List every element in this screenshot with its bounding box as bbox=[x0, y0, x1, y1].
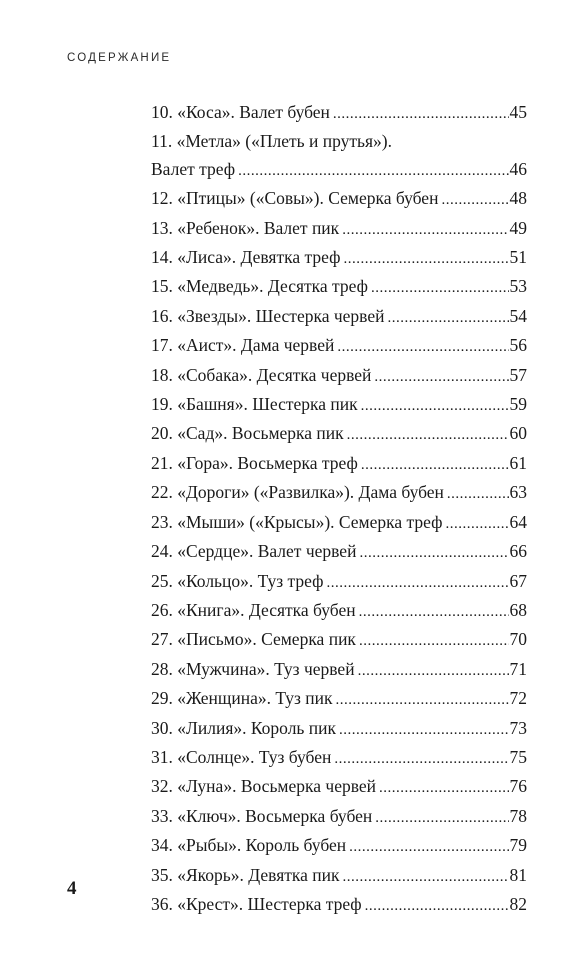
toc-entry-page: 78 bbox=[509, 805, 527, 826]
toc-leader-dots bbox=[375, 805, 508, 832]
toc-leader-dots bbox=[365, 893, 509, 920]
toc-entry[interactable] bbox=[151, 832, 527, 861]
toc-entry-title: 29. «Женщина». Туз пик bbox=[151, 688, 333, 709]
running-head: СОДЕРЖАНИЕ bbox=[67, 52, 172, 64]
toc-entry[interactable] bbox=[151, 685, 527, 714]
toc-entry-page: 59 bbox=[509, 394, 527, 415]
toc-leader-dots bbox=[349, 834, 508, 861]
toc-leader-dots bbox=[343, 246, 508, 273]
toc-entry-page: 45 bbox=[509, 102, 527, 122]
toc-entry[interactable] bbox=[151, 99, 527, 128]
toc-entry-page: 64 bbox=[509, 511, 527, 532]
toc-entry-page: 53 bbox=[509, 276, 527, 297]
toc-entry-page: 49 bbox=[509, 217, 527, 238]
toc-leader-dots bbox=[359, 540, 508, 567]
toc-entry-page: 79 bbox=[509, 835, 527, 856]
toc-entry-page: 51 bbox=[509, 247, 527, 268]
toc-entry[interactable] bbox=[151, 215, 527, 244]
toc-leader-dots bbox=[334, 746, 508, 773]
toc-leader-dots bbox=[359, 599, 509, 626]
toc-entry-page: 56 bbox=[509, 335, 527, 356]
toc-entry-page: 54 bbox=[509, 305, 527, 326]
toc-entry-title: 13. «Ребенок». Валет пик bbox=[151, 217, 340, 238]
toc-entry[interactable] bbox=[151, 479, 527, 508]
table-of-contents bbox=[151, 99, 527, 920]
toc-entry-title: 27. «Письмо». Семерка пик bbox=[151, 629, 356, 650]
toc-entry-title: 24. «Сердце». Валет червей bbox=[151, 541, 357, 562]
toc-entry-title: 30. «Лилия». Король пик bbox=[151, 717, 337, 738]
toc-entry[interactable] bbox=[151, 803, 527, 832]
toc-leader-dots bbox=[358, 658, 509, 685]
toc-leader-dots bbox=[359, 628, 509, 655]
toc-leader-dots bbox=[447, 481, 509, 508]
toc-entry[interactable] bbox=[151, 244, 527, 273]
toc-entry-title: 14. «Лиса». Девятка треф bbox=[151, 247, 341, 268]
toc-entry-page: 57 bbox=[509, 364, 527, 385]
toc-leader-dots bbox=[371, 275, 509, 302]
toc-entry-page: 75 bbox=[509, 746, 527, 767]
toc-entry[interactable] bbox=[151, 420, 527, 449]
toc-entry-page: 48 bbox=[509, 188, 527, 209]
toc-entry-title: 36. «Крест». Шестерка треф bbox=[151, 893, 362, 914]
toc-entry[interactable] bbox=[151, 744, 527, 773]
toc-entry-page: 81 bbox=[509, 864, 527, 885]
toc-leader-dots bbox=[387, 305, 508, 332]
toc-entry[interactable] bbox=[151, 568, 527, 597]
page-number: 4 bbox=[67, 878, 77, 899]
toc-entry-title: 28. «Мужчина». Туз червей bbox=[151, 658, 355, 679]
toc-entry[interactable] bbox=[151, 362, 527, 391]
toc-entry-title: 18. «Собака». Десятка червей bbox=[151, 364, 372, 385]
toc-leader-dots bbox=[333, 101, 509, 128]
toc-entry[interactable] bbox=[151, 715, 527, 744]
toc-entry[interactable] bbox=[151, 332, 527, 361]
toc-leader-dots bbox=[343, 864, 509, 891]
toc-entry-page: 61 bbox=[509, 452, 527, 473]
toc-leader-dots bbox=[445, 511, 508, 538]
toc-entry-page: 60 bbox=[509, 423, 527, 444]
toc-entry-title: 23. «Мыши» («Крысы»). Семерка треф bbox=[151, 511, 443, 532]
toc-entry-title: 12. «Птицы» («Совы»). Семерка бубен bbox=[151, 188, 439, 209]
toc-entry[interactable] bbox=[151, 656, 527, 685]
toc-entry-title: 26. «Книга». Десятка бубен bbox=[151, 599, 356, 620]
toc-entry-title: 22. «Дороги» («Развилка»). Дама бубен bbox=[151, 482, 444, 503]
toc-entry[interactable] bbox=[151, 891, 527, 920]
toc-leader-dots bbox=[379, 775, 508, 802]
toc-entry-title: Валет треф bbox=[151, 158, 236, 179]
toc-entry-title-line1: 11. «Метла» («Плеть и прутья»). bbox=[151, 131, 393, 152]
toc-leader-dots bbox=[361, 393, 509, 420]
toc-leader-dots bbox=[347, 422, 509, 449]
toc-leader-dots bbox=[339, 717, 508, 744]
toc-leader-dots bbox=[326, 570, 508, 597]
toc-entry-page: 67 bbox=[509, 570, 527, 591]
toc-entry-page: 73 bbox=[509, 717, 527, 738]
toc-leader-dots bbox=[374, 364, 508, 391]
toc-entry-page: 68 bbox=[509, 599, 527, 620]
toc-entry-title: 17. «Аист». Дама червей bbox=[151, 335, 335, 356]
toc-entry-page: 63 bbox=[509, 482, 527, 503]
toc-entry-title: 25. «Кольцо». Туз треф bbox=[151, 570, 324, 591]
toc-entry-page: 82 bbox=[509, 893, 527, 914]
toc-entry[interactable] bbox=[151, 303, 527, 332]
toc-entry[interactable] bbox=[151, 509, 527, 538]
toc-entry[interactable] bbox=[151, 185, 527, 214]
toc-entry[interactable] bbox=[151, 597, 527, 626]
toc-entry-title: 15. «Медведь». Десятка треф bbox=[151, 276, 368, 297]
toc-leader-dots bbox=[337, 334, 508, 361]
toc-entry[interactable] bbox=[151, 450, 527, 479]
toc-entry-page: 71 bbox=[509, 658, 527, 679]
toc-entry-page: 46 bbox=[509, 158, 527, 179]
toc-entry-title: 31. «Солнце». Туз бубен bbox=[151, 746, 332, 767]
toc-entry[interactable] bbox=[151, 862, 527, 891]
toc-entry-title: 19. «Башня». Шестерка пик bbox=[151, 394, 358, 415]
toc-entry-page: 76 bbox=[509, 776, 527, 797]
toc-entry[interactable] bbox=[151, 538, 527, 567]
toc-entry-page: 66 bbox=[509, 541, 527, 562]
toc-entry-title: 35. «Якорь». Девятка пик bbox=[151, 864, 340, 885]
toc-entry-title: 10. «Коса». Валет бубен bbox=[151, 102, 330, 122]
toc-entry[interactable] bbox=[151, 626, 527, 655]
toc-leader-dots bbox=[336, 687, 509, 714]
toc-entry[interactable] bbox=[151, 391, 527, 420]
toc-leader-dots bbox=[441, 187, 508, 214]
toc-entry-title: 33. «Ключ». Восьмерка бубен bbox=[151, 805, 373, 826]
toc-entry-page: 72 bbox=[509, 688, 527, 709]
toc-entry-title: 21. «Гора». Восьмерка треф bbox=[151, 452, 358, 473]
toc-entry-title: 34. «Рыбы». Король бубен bbox=[151, 835, 347, 856]
toc-leader-dots bbox=[361, 452, 509, 479]
toc-entry-title: 32. «Луна». Восьмерка червей bbox=[151, 776, 377, 797]
toc-leader-dots bbox=[238, 158, 508, 185]
toc-entry-title: 16. «Звезды». Шестерка червей bbox=[151, 305, 385, 326]
toc-entry[interactable] bbox=[151, 773, 527, 802]
toc-entry[interactable] bbox=[151, 273, 527, 302]
toc-entry[interactable] bbox=[151, 128, 527, 185]
toc-entry-page: 70 bbox=[509, 629, 527, 650]
toc-leader-dots bbox=[342, 217, 508, 244]
toc-entry-title: 20. «Сад». Восьмерка пик bbox=[151, 423, 344, 444]
